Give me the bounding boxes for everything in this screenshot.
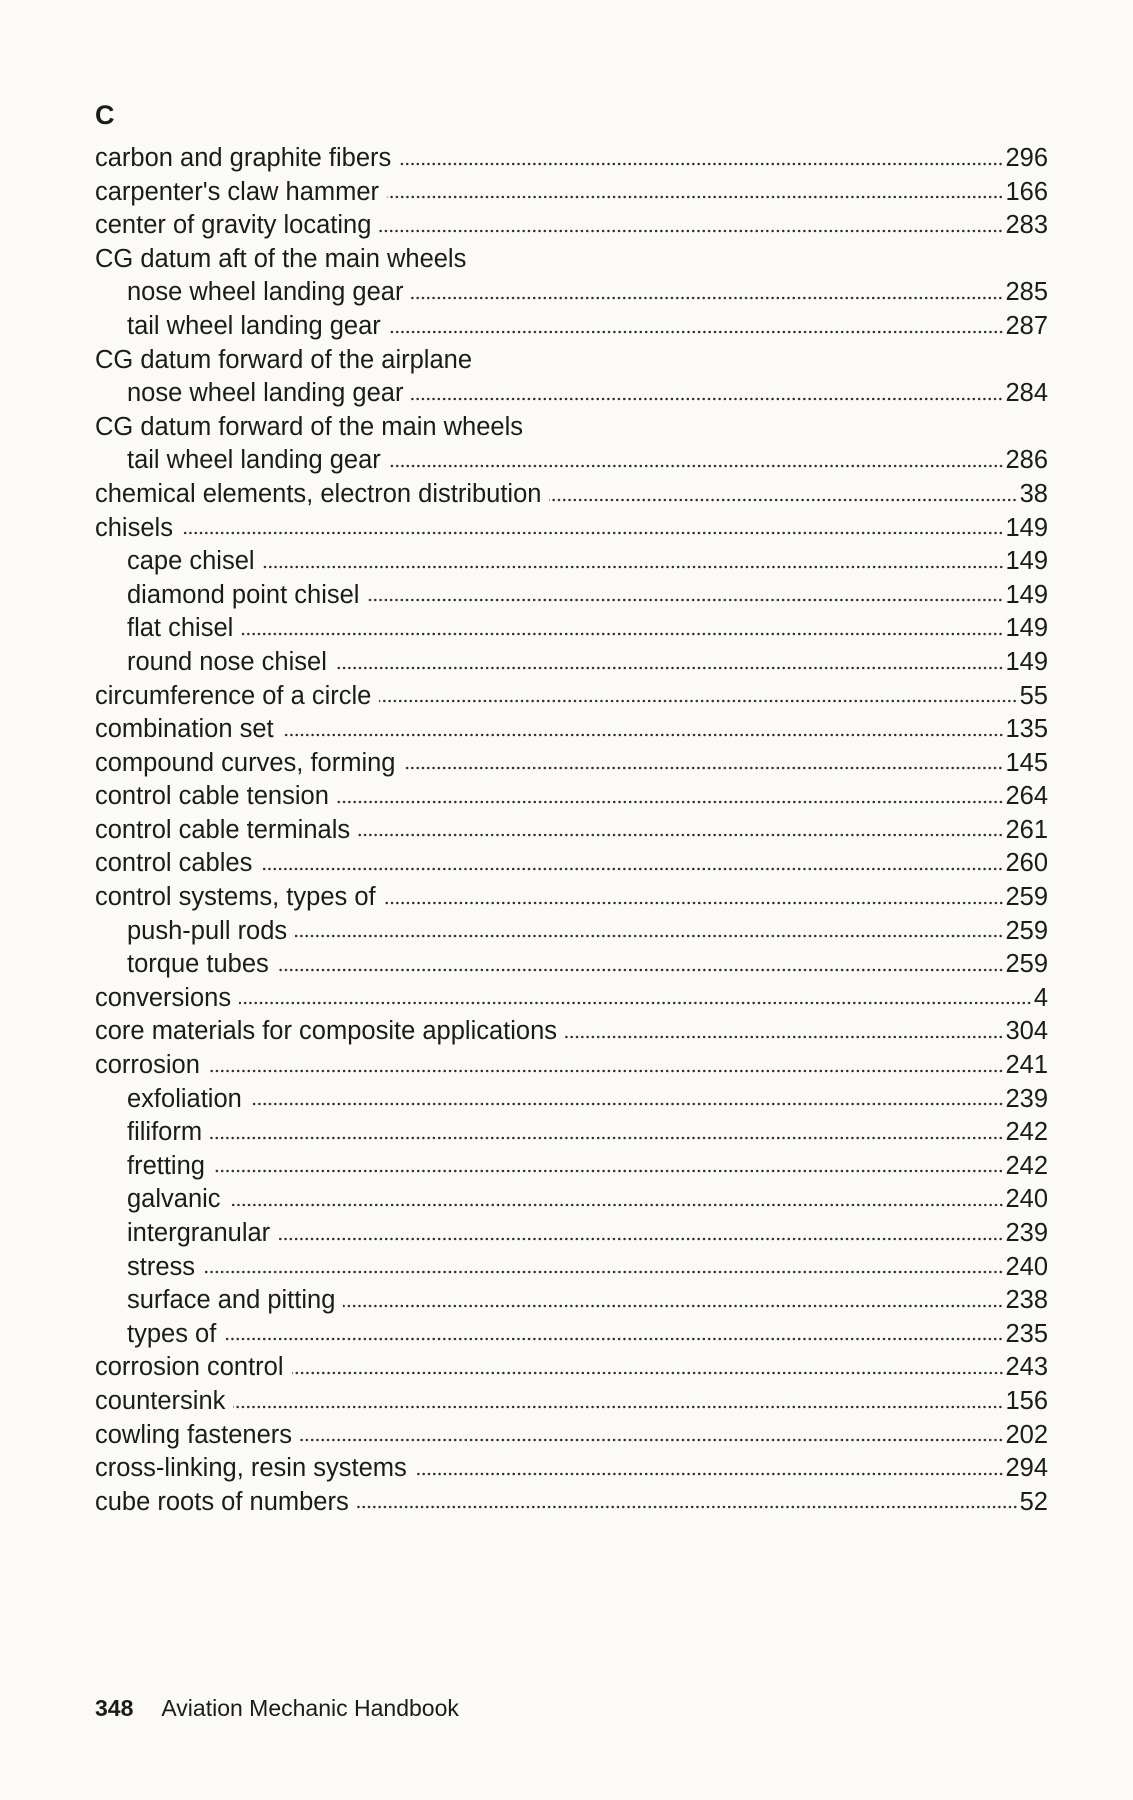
entry-term: types of	[127, 1319, 217, 1348]
entry-page-number: 304	[1005, 1017, 1048, 1046]
book-title: Aviation Mechanic Handbook	[161, 1695, 459, 1721]
entry-term: round nose chisel	[127, 647, 327, 676]
entry-page-number: 52	[1019, 1487, 1048, 1516]
index-entry	[95, 478, 1048, 512]
index-subentry	[95, 545, 1048, 579]
entry-page-number: 259	[1005, 916, 1048, 945]
entry-term: conversions	[95, 983, 232, 1012]
entry-term: surface and pitting	[127, 1286, 336, 1315]
index-subentry	[95, 444, 1048, 478]
dot-leader	[181, 530, 1004, 536]
index-subentry	[95, 948, 1048, 982]
entry-page-number: 264	[1005, 782, 1048, 811]
entry-page-number: 145	[1005, 748, 1048, 777]
entry-term: CG datum aft of the main wheels	[95, 244, 467, 273]
index-entry-list	[95, 142, 1048, 1519]
dot-leader	[229, 1202, 1004, 1208]
index-entry	[95, 1351, 1048, 1385]
dot-leader	[277, 967, 1004, 973]
index-entry	[95, 847, 1048, 881]
entry-page-number: 55	[1019, 681, 1048, 710]
index-entry	[95, 176, 1048, 210]
entry-page-number: 242	[1005, 1118, 1048, 1147]
entry-term: filiform	[127, 1118, 203, 1147]
dot-leader	[295, 933, 1003, 939]
index-entry	[95, 1049, 1048, 1083]
entry-term: diamond point chisel	[127, 580, 360, 609]
dot-leader	[399, 161, 1003, 167]
dot-leader	[403, 765, 1003, 771]
index-entry	[95, 814, 1048, 848]
index-entry	[95, 780, 1048, 814]
entry-term: CG datum forward of the main wheels	[95, 412, 524, 441]
index-subentry	[95, 1284, 1048, 1318]
section-letter-heading: C	[95, 100, 115, 130]
dot-leader	[358, 832, 1003, 838]
entry-term: countersink	[95, 1386, 226, 1415]
entry-term: chisels	[95, 513, 173, 542]
entry-term: carpenter's claw hammer	[95, 177, 380, 206]
entry-page-number: 296	[1005, 144, 1048, 172]
index-subentry	[95, 1183, 1048, 1217]
entry-term: push-pull rods	[127, 916, 288, 945]
dot-leader	[357, 1504, 1018, 1510]
entry-page-number: 149	[1005, 614, 1048, 643]
dot-leader	[213, 1168, 1003, 1174]
index-entry	[95, 243, 1048, 277]
dot-leader	[549, 497, 1017, 503]
entry-term: compound curves, forming	[95, 748, 396, 777]
entry-page-number: 149	[1005, 580, 1048, 609]
entry-term: tail wheel landing gear	[127, 311, 381, 340]
index-entry	[95, 713, 1048, 747]
index-subentry	[95, 1083, 1048, 1117]
entry-term: control cable tension	[95, 782, 329, 811]
entry-page-number: 202	[1005, 1420, 1048, 1449]
entry-term: flat chisel	[127, 614, 234, 643]
entry-page-number: 286	[1005, 446, 1048, 475]
entry-term: fretting	[127, 1151, 205, 1180]
entry-page-number: 156	[1005, 1386, 1048, 1415]
dot-leader	[203, 1269, 1003, 1275]
entry-term: carbon and graphite fibers	[95, 144, 392, 172]
entry-term: center of gravity locating	[95, 211, 372, 240]
entry-page-number: 239	[1005, 1219, 1048, 1247]
entry-term: cube roots of numbers	[95, 1487, 349, 1516]
dot-leader	[335, 665, 1004, 671]
dot-leader	[389, 463, 1004, 469]
entry-term: control cables	[95, 849, 253, 878]
dot-leader	[239, 1000, 1032, 1006]
entry-page-number: 259	[1005, 883, 1048, 912]
index-entry	[95, 512, 1048, 546]
dot-leader	[387, 194, 1003, 200]
dot-leader	[379, 228, 1003, 234]
entry-term: intergranular	[127, 1219, 271, 1247]
dot-leader	[343, 1303, 1003, 1309]
entry-page-number: 285	[1005, 278, 1048, 307]
dot-leader	[263, 564, 1004, 570]
index-subentry	[95, 1251, 1048, 1285]
index-subentry	[95, 1318, 1048, 1352]
entry-term: cowling fasteners	[95, 1420, 293, 1449]
entry-page-number: 240	[1005, 1252, 1048, 1281]
index-subentry	[95, 612, 1048, 646]
index-entry	[95, 747, 1048, 781]
dot-leader	[379, 698, 1017, 704]
index-entry	[95, 1452, 1048, 1486]
index-entry	[95, 1015, 1048, 1049]
dot-leader	[210, 1135, 1003, 1141]
entry-page-number: 283	[1005, 211, 1048, 240]
entry-page-number: 243	[1005, 1353, 1048, 1382]
dot-leader	[250, 1101, 1004, 1107]
index-subentry	[95, 1116, 1048, 1150]
entry-term: chemical elements, electron distribution	[95, 479, 542, 508]
entry-page-number: 260	[1005, 849, 1048, 878]
entry-term: corrosion control	[95, 1353, 284, 1382]
entry-term: core materials for composite applications	[95, 1017, 558, 1046]
entry-term: corrosion	[95, 1051, 200, 1080]
entry-term: control cable terminals	[95, 815, 351, 844]
dot-leader	[367, 597, 1003, 603]
entry-page-number: 242	[1005, 1151, 1048, 1180]
index-subentry	[95, 276, 1048, 310]
index-entry	[95, 142, 1048, 176]
index-entry	[95, 680, 1048, 714]
index-entry	[95, 1486, 1048, 1520]
index-subentry	[95, 915, 1048, 949]
entry-page-number: 284	[1005, 379, 1048, 408]
dot-leader	[411, 295, 1003, 301]
index-entry	[95, 881, 1048, 915]
dot-leader	[241, 631, 1003, 637]
entry-page-number: 239	[1005, 1084, 1048, 1113]
dot-leader	[292, 1370, 1004, 1376]
dot-leader	[389, 329, 1004, 335]
index-subentry	[95, 579, 1048, 613]
dot-leader	[282, 732, 1004, 738]
dot-leader	[233, 1404, 1003, 1410]
index-subentry	[95, 1217, 1048, 1251]
entry-term: cape chisel	[127, 547, 255, 576]
dot-leader	[337, 799, 1004, 805]
entry-page-number: 259	[1005, 950, 1048, 979]
page-footer	[95, 1695, 459, 1722]
index-entry	[95, 982, 1048, 1016]
dot-leader	[224, 1336, 1003, 1342]
entry-term: tail wheel landing gear	[127, 446, 381, 475]
index-entry	[95, 209, 1048, 243]
entry-page-number: 235	[1005, 1319, 1048, 1348]
entry-page-number: 261	[1005, 815, 1048, 844]
entry-term: nose wheel landing gear	[127, 379, 404, 408]
entry-page-number: 241	[1005, 1051, 1048, 1080]
index-entry	[95, 1419, 1048, 1453]
entry-term: combination set	[95, 715, 274, 744]
dot-leader	[384, 900, 1004, 906]
dot-leader	[565, 1034, 1003, 1040]
entry-term: circumference of a circle	[95, 681, 372, 710]
index-subentry	[95, 377, 1048, 411]
entry-page-number: 4	[1033, 983, 1048, 1012]
dot-leader	[300, 1437, 1003, 1443]
entry-page-number: 166	[1005, 177, 1048, 206]
entry-term: exfoliation	[127, 1084, 242, 1113]
entry-term: nose wheel landing gear	[127, 278, 404, 307]
entry-term: control systems, types of	[95, 883, 376, 912]
dot-leader	[415, 1471, 1004, 1477]
index-subentry	[95, 646, 1048, 680]
page-number: 348	[95, 1695, 134, 1721]
entry-term: cross-linking, resin systems	[95, 1454, 407, 1483]
entry-page-number: 38	[1019, 479, 1048, 508]
entry-page-number: 149	[1005, 647, 1048, 676]
entry-term: torque tubes	[127, 950, 269, 979]
entry-page-number: 287	[1005, 311, 1048, 340]
entry-page-number: 240	[1005, 1185, 1048, 1214]
entry-page-number: 149	[1005, 547, 1048, 576]
entry-page-number: 149	[1005, 513, 1048, 542]
entry-page-number: 294	[1005, 1454, 1048, 1483]
entry-page-number: 238	[1005, 1286, 1048, 1315]
entry-term: stress	[127, 1252, 196, 1281]
index-entry	[95, 1385, 1048, 1419]
entry-page-number: 135	[1005, 715, 1048, 744]
dot-leader	[411, 396, 1003, 402]
dot-leader	[260, 866, 1003, 872]
dot-leader	[208, 1068, 1004, 1074]
entry-term: galvanic	[127, 1185, 221, 1214]
index-subentry	[95, 310, 1048, 344]
dot-leader	[278, 1236, 1003, 1242]
index-subentry	[95, 1150, 1048, 1184]
index-entry	[95, 344, 1048, 378]
entry-term: CG datum forward of the airplane	[95, 345, 473, 374]
index-entry	[95, 411, 1048, 445]
